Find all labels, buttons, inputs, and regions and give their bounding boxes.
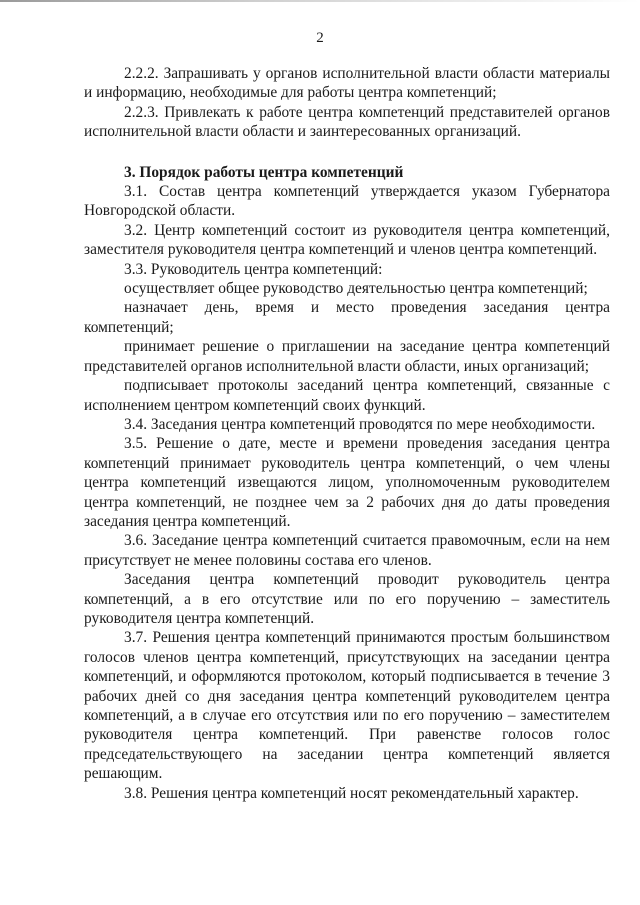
paragraph-3-4: 3.4. Заседания центра компетенций проводятся по мере необходимости. — [124, 415, 596, 433]
paragraph-3-3-item-3: принимает решение о приглашении на заседание центра компетенций представителей органов исполнительной власти области, иных организаций; — [84, 338, 610, 375]
document-body — [84, 64, 610, 803]
paragraph-3-6-continued: Заседания центра компетенций проводит руководитель центра компетенций, а в его отсутствие или по его поручению – заместитель руководителя центра компетенций. — [84, 571, 610, 627]
paragraph-2-2-2: 2.2.2. Запрашивать у органов исполнительной власти области материалы и информацию, необходимые для работы центра компетенций; — [84, 65, 610, 102]
page-number: 2 — [316, 30, 324, 46]
paragraph-2-2-3: 2.2.3. Привлекать к работе центра компетенций представителей органов исполнительной власти области и заинтересованных организаций. — [84, 103, 610, 141]
paragraph-3-6: 3.6. Заседание центра компетенций считается правомочным, если на нем присутствует не менее половины состава его членов. — [84, 532, 610, 569]
scan-edge — [0, 0, 640, 2]
paragraph-3-7: 3.7. Решения центра компетенций принимаются простым большинством голосов членов центра компетенций, присутствующих на заседании центра компетенций, и оформляются протоколом, который подписывается в течение 3 рабочих дней со дня заседания центра компетенций руководителем центра компетенций, а в случае его отсутствия или по его поручению – заместителем руководителя центра компетенций. При равенстве голосов голос председательствующего на заседании центра компетенций является решающим. — [84, 629, 610, 783]
paragraph-3-5: 3.5. Решение о дате, месте и времени проведения заседания центра компетенций принимает руководитель центра компетенций, о чем члены центра компетенций извещаются лицом, уполномоченным руководителем центра компетенций, не позднее чем за 2 рабочих дня до даты проведения заседания центра компетенций. — [84, 435, 610, 530]
paragraph-3-2: 3.2. Центр компетенций состоит из руководителя центра компетенций, заместителя руководителя центра компетенций и членов центра компетенций. — [84, 221, 610, 259]
paragraph-3-8: 3.8. Решения центра компетенций носят рекомендательный характер. — [124, 784, 579, 802]
paragraph-3-3-item-4: подписывает протоколы заседаний центра компетенций, связанные с исполнением центром компетенций своих функций. — [84, 377, 610, 414]
paragraph-3-3-item-1: осуществляет общее руководство деятельностью центра компетенций; — [124, 280, 588, 298]
paragraph-3-3-item-2: назначает день, время и место проведения заседания центра компетенций; — [84, 299, 610, 336]
section-heading: 3. Порядок работы центра компетенций — [124, 163, 404, 181]
paragraph-3-1: 3.1. Состав центра компетенций утверждается указом Губернатора Новгородской области. — [84, 183, 610, 220]
paragraph-3-3: 3.3. Руководитель центра компетенций: — [124, 260, 383, 278]
